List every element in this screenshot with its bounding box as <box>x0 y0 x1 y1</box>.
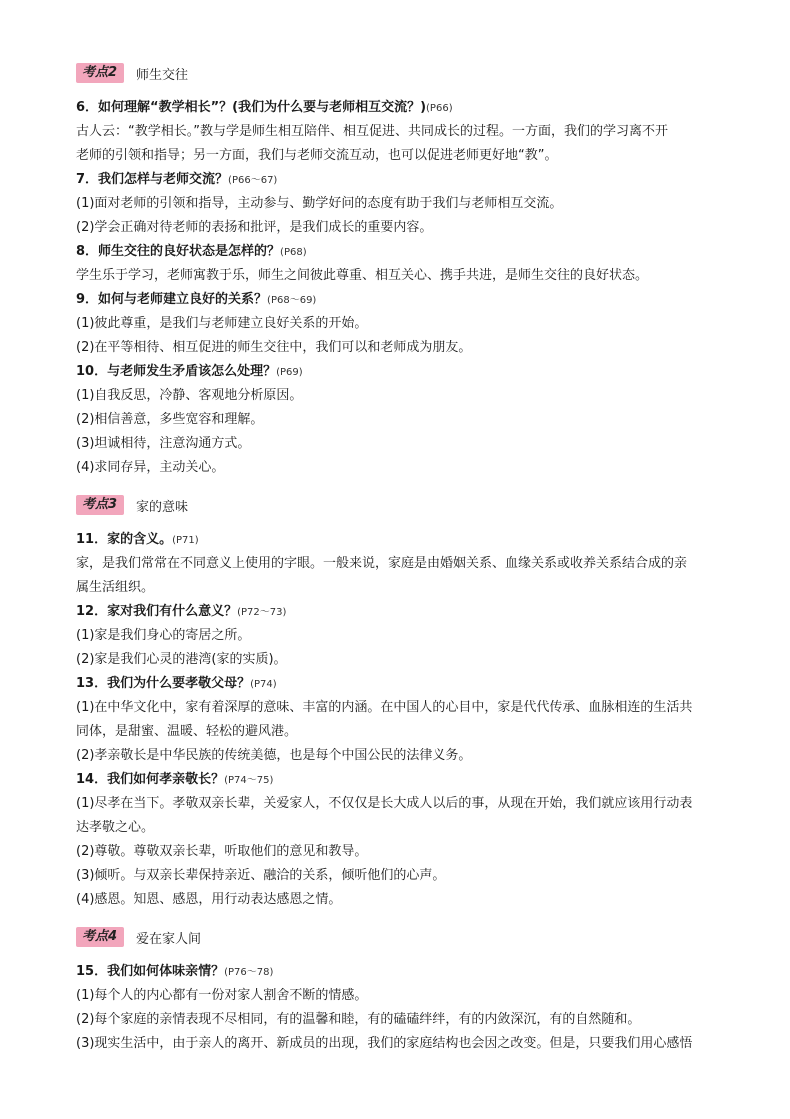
section-header <box>76 926 201 948</box>
page-ref: (P76～78) <box>224 967 274 978</box>
question-15: 15．我们如何体味亲情？(P76～78) <box>76 964 274 979</box>
answer-line: (1)家是我们身心的寄居之所。 <box>76 628 251 643</box>
question-14: 14．我们如何孝亲敬长？(P74～75) <box>76 772 274 787</box>
question-10: 10．与老师发生矛盾该怎么处理？(P69) <box>76 364 303 379</box>
section-badge: 考点4 <box>76 927 124 947</box>
answer-line: (2)孝亲敬长是中华民族的传统美德，也是每个中国公民的法律义务。 <box>76 748 472 763</box>
answer-line: 属生活组织。 <box>76 580 155 595</box>
answer-line: (1)每个人的内心都有一份对家人割舍不断的情感。 <box>76 988 368 1003</box>
answer-line: (1)尽孝在当下。孝敬双亲长辈，关爱家人，不仅仅是长大成人以后的事，从现在开始，我们就应该用行动表 <box>76 796 693 811</box>
question-11: 11．家的含义。(P71) <box>76 532 199 547</box>
answer-line: (1)在中华文化中，家有着深厚的意味、丰富的内涵。在中国人的心目中，家是代代传承、血脉相连的生活共 <box>76 700 693 715</box>
answer-line: (1)自我反思，冷静、客观地分析原因。 <box>76 388 303 403</box>
question-13: 13．我们为什么要孝敬父母？(P74) <box>76 676 277 691</box>
question-9: 9．如何与老师建立良好的关系？(P68～69) <box>76 292 317 307</box>
answer-line: (3)倾听。与双亲长辈保持亲近、融洽的关系，倾听他们的心声。 <box>76 868 446 883</box>
answer-line: (4)求同存异，主动关心。 <box>76 460 225 475</box>
page-ref: (P74～75) <box>224 775 274 786</box>
page-ref: (P74) <box>250 679 277 690</box>
page-ref: (P66) <box>426 103 453 114</box>
question-8: 8．师生交往的良好状态是怎样的？(P68) <box>76 244 307 259</box>
section-badge: 考点3 <box>76 495 124 515</box>
answer-line: (2)尊敬。尊敬双亲长辈，听取他们的意见和教导。 <box>76 844 368 859</box>
section-header <box>76 62 188 84</box>
answer-line: (1)彼此尊重，是我们与老师建立良好关系的开始。 <box>76 316 368 331</box>
page-ref: (P71) <box>172 535 199 546</box>
question-7: 7．我们怎样与老师交流？(P66～67) <box>76 172 278 187</box>
page-ref: (P72～73) <box>237 607 287 618</box>
answer-line: 古人云：“教学相长。”教与学是师生相互陪伴、相互促进、共同成长的过程。一方面，我们的学习离不开 <box>76 124 668 139</box>
section-header <box>76 494 188 516</box>
section-title: 家的意味 <box>136 499 189 515</box>
answer-line: (3)坦诚相待，注意沟通方式。 <box>76 436 251 451</box>
section-title: 爱在家人间 <box>136 931 202 947</box>
answer-line: (2)家是我们心灵的港湾(家的实质)。 <box>76 652 287 667</box>
page-ref: (P66～67) <box>228 175 278 186</box>
answer-line: 老师的引领和指导；另一方面，我们与老师交流互动，也可以促进老师更好地“教”。 <box>76 148 558 163</box>
answer-line: (3)现实生活中，由于亲人的离开、新成员的出现，我们的家庭结构也会因之改变。但是，只要我们用心感悟 <box>76 1036 693 1051</box>
answer-line: (4)感恩。知恩、感恩，用行动表达感恩之情。 <box>76 892 342 907</box>
section-title: 师生交往 <box>136 67 189 83</box>
question-6: 6．如何理解“教学相长”？(我们为什么要与老师相互交流？)(P66) <box>76 100 453 115</box>
page-ref: (P69) <box>276 367 303 378</box>
section-badge: 考点2 <box>76 63 124 83</box>
answer-line: (2)在平等相待、相互促进的师生交往中，我们可以和老师成为朋友。 <box>76 340 472 355</box>
page-ref: (P68) <box>280 247 307 258</box>
answer-line: (2)相信善意，多些宽容和理解。 <box>76 412 264 427</box>
answer-line: 家，是我们常常在不同意义上使用的字眼。一般来说，家庭是由婚姻关系、血缘关系或收养关系结合成的亲 <box>76 556 688 571</box>
answer-line: (2)每个家庭的亲情表现不尽相同，有的温馨和睦，有的磕磕绊绊，有的内敛深沉，有的自然随和。 <box>76 1012 641 1027</box>
answer-line: (1)面对老师的引领和指导，主动参与、勤学好问的态度有助于我们与老师相互交流。 <box>76 196 563 211</box>
page-ref: (P68～69) <box>267 295 317 306</box>
answer-line: 同体，是甜蜜、温暖、轻松的避风港。 <box>76 724 298 739</box>
answer-line: (2)学会正确对待老师的表扬和批评，是我们成长的重要内容。 <box>76 220 433 235</box>
answer-line: 达孝敬之心。 <box>76 820 155 835</box>
question-12: 12．家对我们有什么意义？(P72～73) <box>76 604 287 619</box>
answer-line: 学生乐于学习，老师寓教于乐，师生之间彼此尊重、相互关心、携手共进，是师生交往的良好状态。 <box>76 268 649 283</box>
